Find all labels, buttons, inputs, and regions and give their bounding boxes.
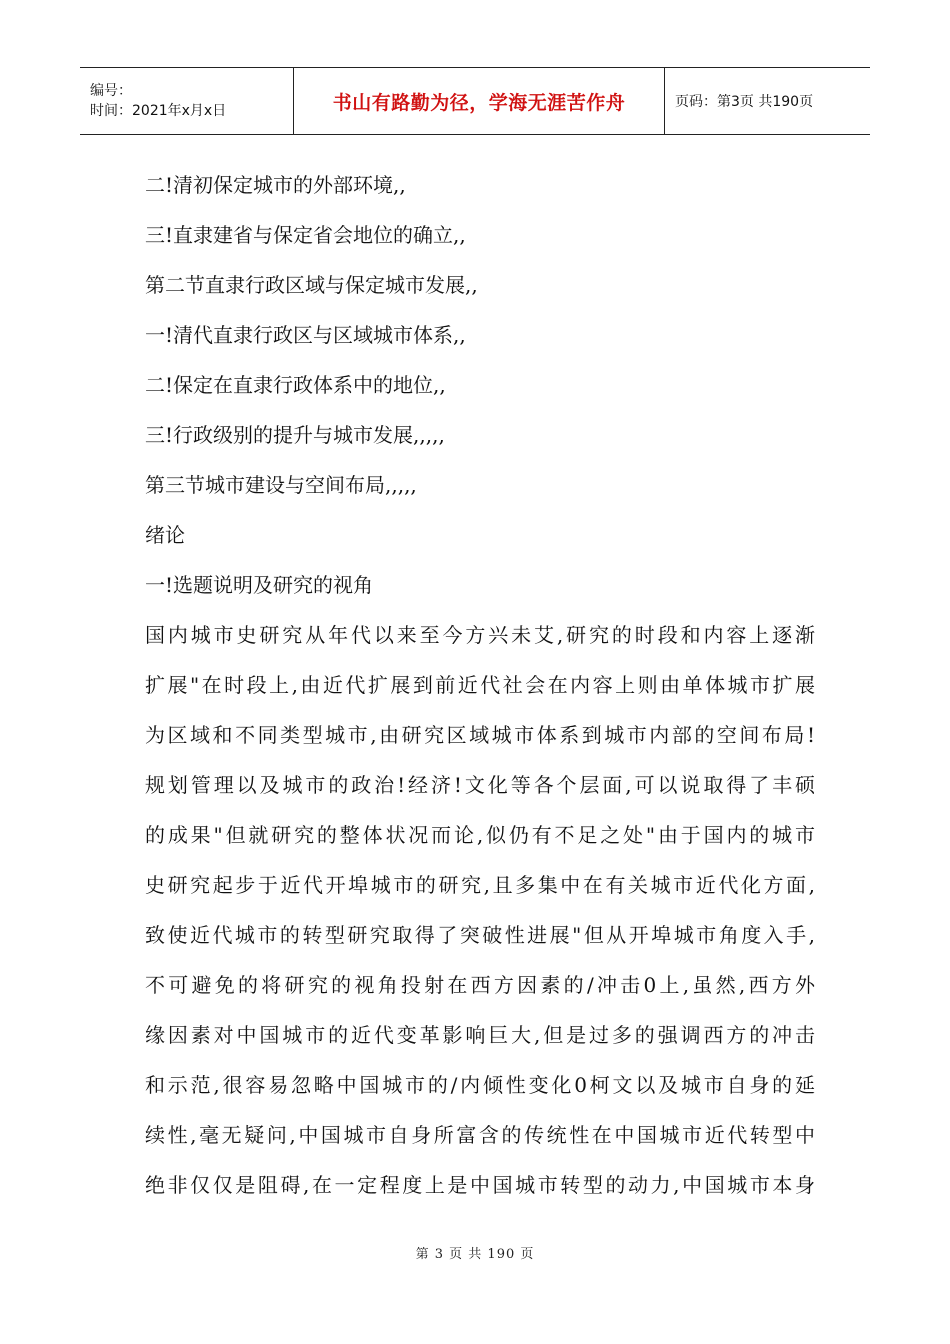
paragraph-line: 续性,毫无疑问,中国城市自身所富含的传统性在中国城市近代转型中 <box>145 1123 815 1147</box>
paragraph-line: 致使近代城市的转型研究取得了突破性进展"但从开埠城市角度入手, <box>145 923 815 947</box>
paragraph-line: 规划管理以及城市的政治!经济!文化等各个层面,可以说取得了丰硕 <box>145 773 815 797</box>
paragraph-line: 史研究起步于近代开埠城市的研究,且多集中在有关城市近代化方面, <box>145 873 815 897</box>
toc-line: 三!直隶建省与保定省会地位的确立,, <box>145 223 466 247</box>
toc-line: 第三节城市建设与空间布局,,,,, <box>145 473 417 497</box>
paragraph-line: 扩展"在时段上,由近代扩展到前近代社会在内容上则由单体城市扩展 <box>145 673 815 697</box>
document-time-label: 时间：2021年x月x日 <box>90 103 227 119</box>
toc-line: 三!行政级别的提升与城市发展,,,,, <box>145 423 445 447</box>
paragraph-line: 和示范,很容易忽略中国城市的/内倾性变化0柯文以及城市自身的延 <box>145 1073 815 1097</box>
paragraph-line: 国内城市史研究从年代以来至今方兴未艾,研究的时段和内容上逐渐 <box>145 623 815 647</box>
toc-line: 第二节直隶行政区域与保定城市发展,, <box>145 273 478 297</box>
header-motto: 书山有路勤为径，学海无涯苦作舟 <box>294 68 665 134</box>
document-body <box>145 160 815 1210</box>
header-page-indicator: 页码：第3页 共190页 <box>675 94 814 110</box>
paragraph-line: 的成果"但就研究的整体状况而论,似仍有不足之处"由于国内的城市 <box>145 823 815 847</box>
paragraph-line: 为区域和不同类型城市,由研究区域城市体系到城市内部的空间布局! <box>145 723 815 747</box>
page-header <box>80 67 870 135</box>
subsection-heading: 一!选题说明及研究的视角 <box>145 573 374 597</box>
toc-line: 二!清初保定城市的外部环境,, <box>145 173 406 197</box>
page-footer: 第 3 页 共 190 页 <box>415 1247 535 1262</box>
section-heading: 绪论 <box>145 523 185 547</box>
paragraph-line: 不可避免的将研究的视角投射在西方因素的/冲击0上,虽然,西方外 <box>145 973 815 997</box>
header-meta <box>80 68 294 134</box>
toc-line: 二!保定在直隶行政体系中的地位,, <box>145 373 446 397</box>
paragraph-line: 缘因素对中国城市的近代变革影响巨大,但是过多的强调西方的冲击 <box>145 1023 815 1047</box>
toc-line: 一!清代直隶行政区与区域城市体系,, <box>145 323 466 347</box>
document-number-label: 编号： <box>90 83 132 99</box>
paragraph-line: 绝非仅仅是阻碍,在一定程度上是中国城市转型的动力,中国城市本身 <box>145 1173 815 1197</box>
